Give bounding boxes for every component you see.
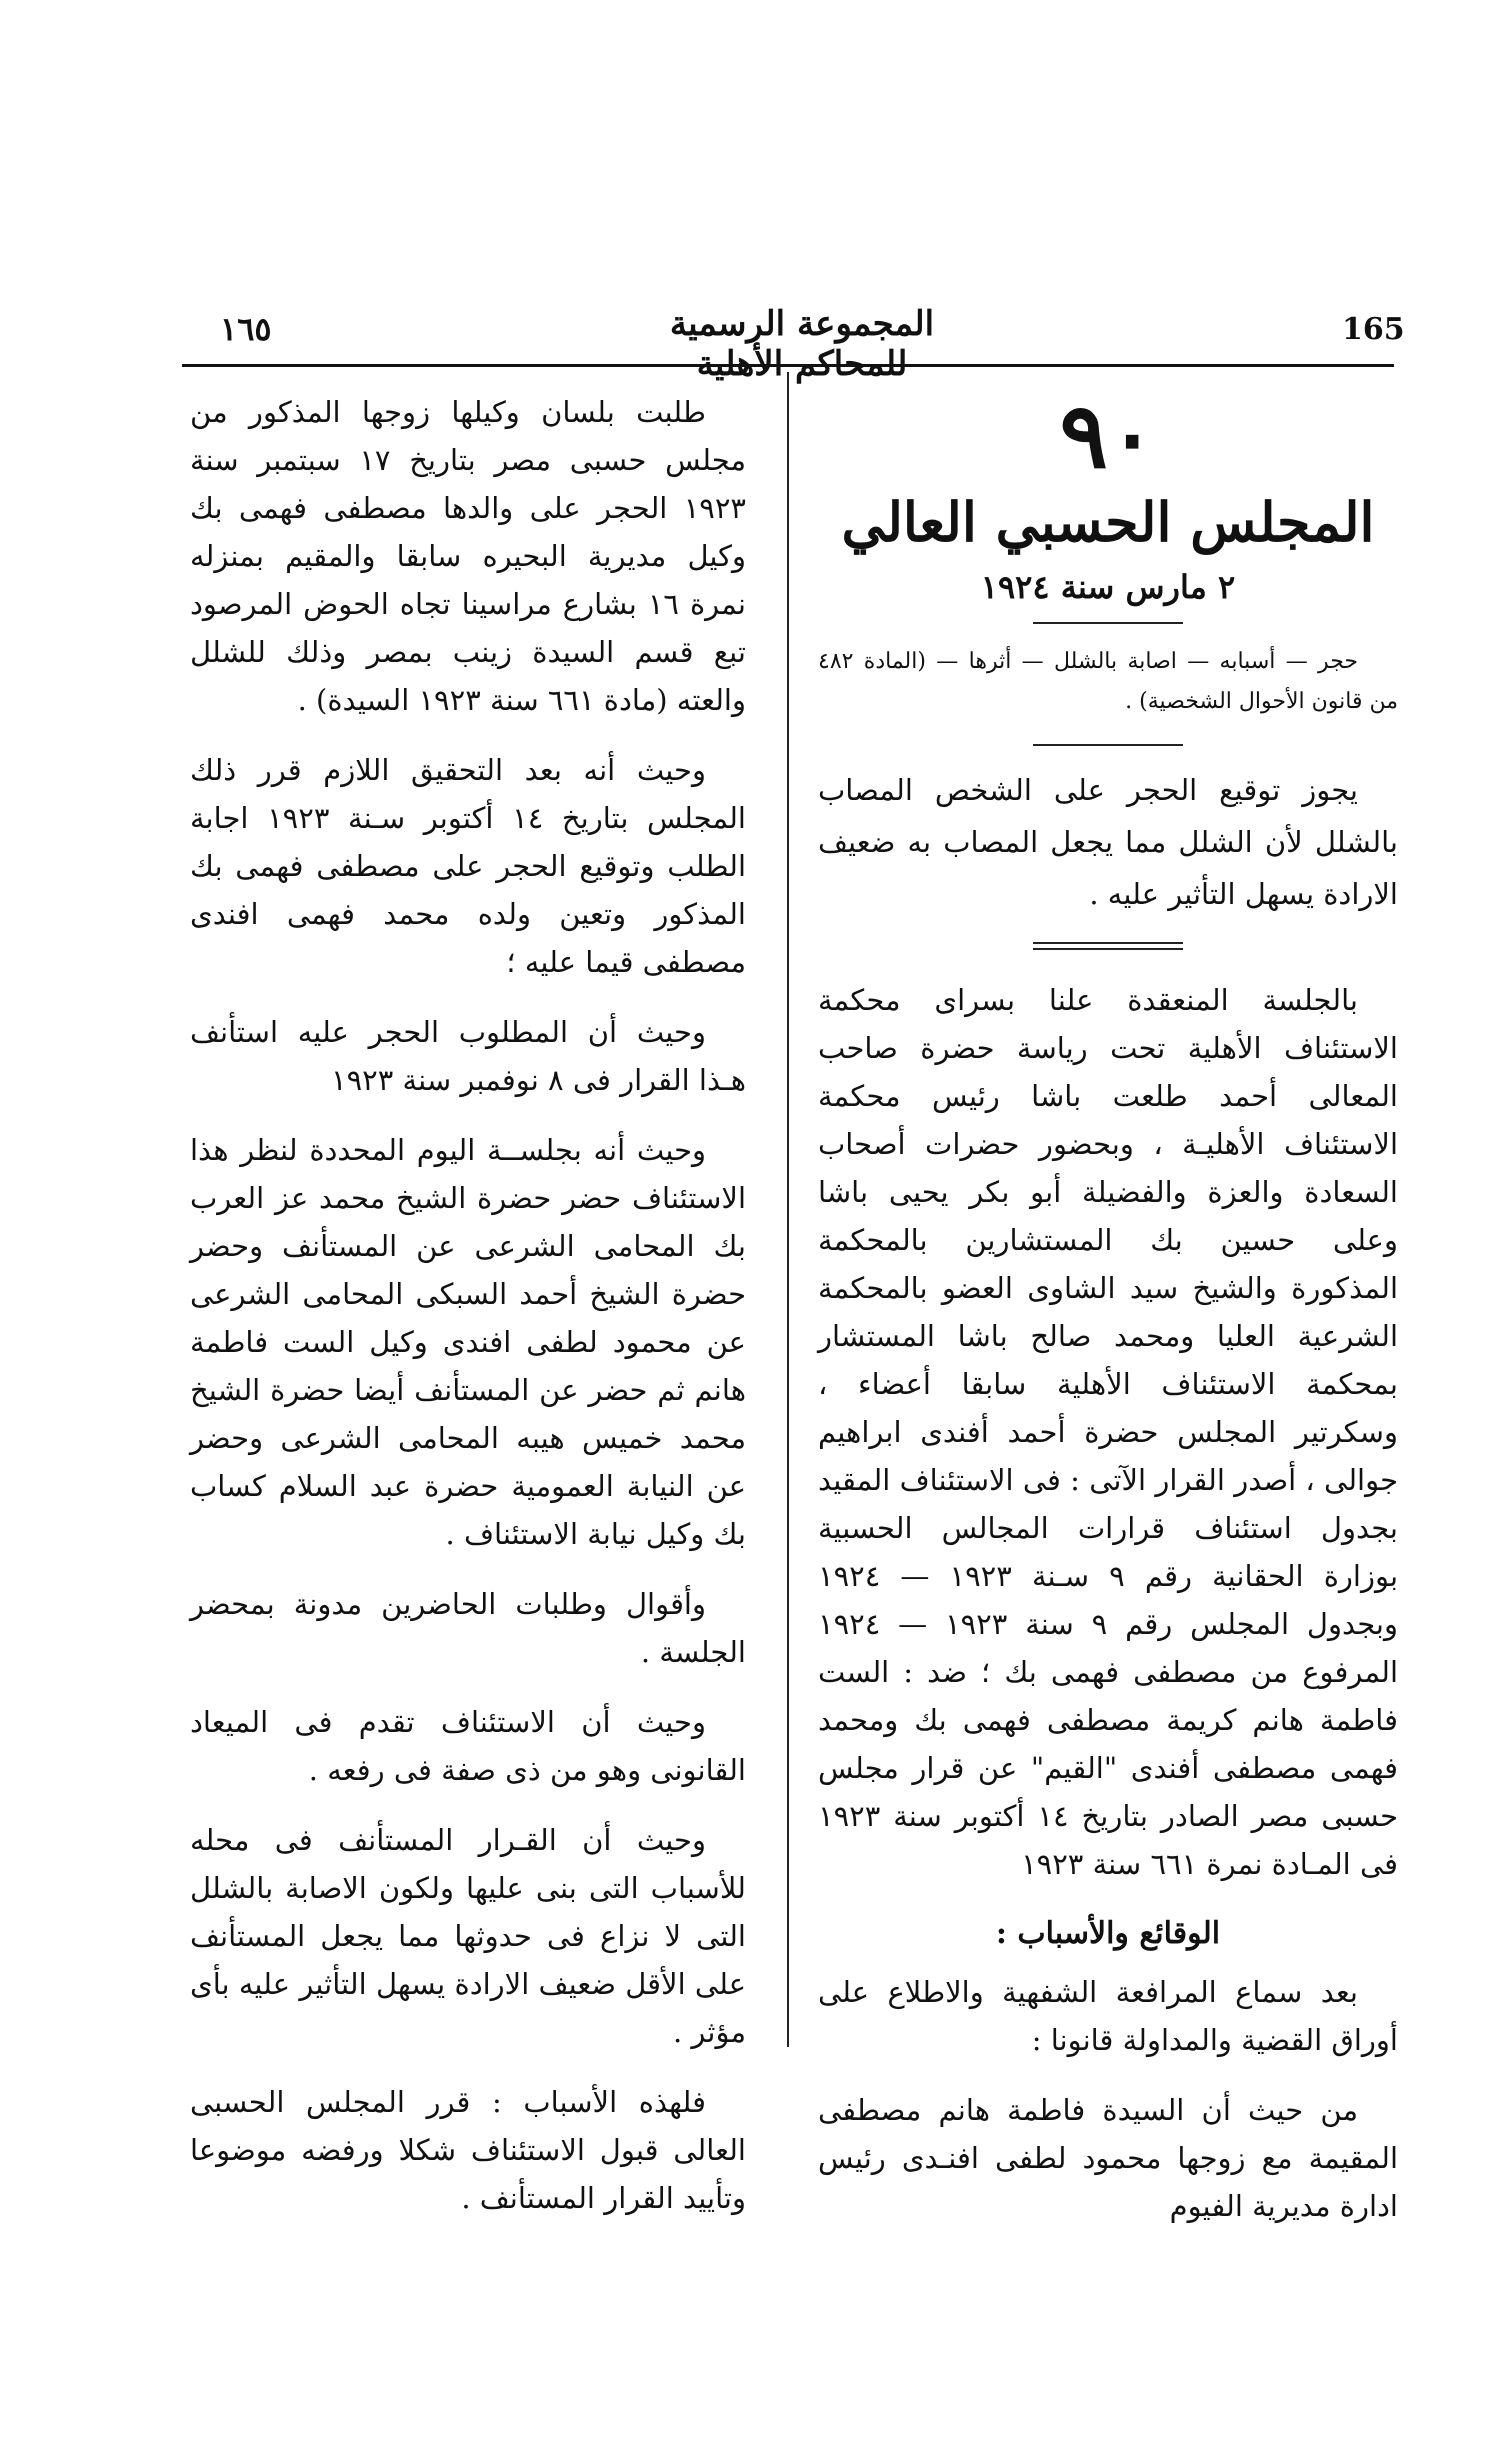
paragraph: وحيث أنه بعد التحقيق اللازم قرر ذلك المجلس بتاريخ ١٤ أكتوبر سـنة ١٩٢٣ اجابة الطلب وتوقيع الحجر على مصطفى فهمى بك المذكور وتعين ولده محمد فهمى افندى مصطفى قيما عليه ؛ bbox=[190, 753, 746, 979]
paragraph: بعد سماع المرافعة الشفهية والاطلاع على أوراق القضية والمداولة قانونا : bbox=[818, 1975, 1398, 2057]
case-date: ٢ مارس سنة ١٩٢٤ bbox=[980, 568, 1236, 606]
paragraph: طلبت بلسان وكيلها زوجها المذكور من مجلس حسبى مصر بتاريخ ١٧ سبتمبر سنة ١٩٢٣ الحجر على والدها مصطفى فهمى بك وكيل مديرية البحيره سابقا والمقيم بمنزله نمرة ١٦ بشارع مراسينا تجاه الحوض المرصود تبع قسم السيدة زينب بمصر وذلك للشلل والعته (مادة ٦٦١ سنة ١٩٢٣ السيدة) . bbox=[190, 395, 747, 717]
left-column bbox=[190, 388, 746, 2244]
case-keywords: حجر — أسبابه — اصابة بالشلل — أثرها — (المادة ٤٨٢ من قانون الأحوال الشخصية) . bbox=[818, 649, 1398, 714]
double-rule bbox=[1033, 942, 1183, 950]
case-number: ٩٠ bbox=[1059, 383, 1157, 489]
paragraph: وحيث أن الاستئناف تقدم فى الميعاد القانونى وهو من ذى صفة فى رفعه . bbox=[190, 1705, 746, 1787]
paragraph: فلهذه الأسباب : قرر المجلس الحسبى العالى قبول الاستئناف شكلا ورفضه موضوعا وتأييد القرار المستأنف . bbox=[190, 2085, 746, 2215]
court-name: المجلس الحسبي العالي bbox=[841, 490, 1375, 554]
paragraph: وحيث أن القـرار المستأنف فى محله للأسباب التى بنى عليها ولكون الاصابة بالشلل التى لا نزاع فى حدوثها مما يجعل المستأنف على الأقل ضعيف الارادة يسهل التأثير عليه بأى مؤثر . bbox=[190, 1823, 746, 2049]
running-title: المجموعة الرسمية للمحاكم الأهلية bbox=[669, 304, 935, 384]
paragraph: من حيث أن السيدة فاطمة هانم مصطفى المقيمة مع زوجها محمود لطفى افنـدى رئيس ادارة مديرية الفيوم bbox=[818, 2093, 1398, 2223]
header-rule bbox=[182, 364, 1394, 367]
page-number-arabic: ١٦٥ bbox=[220, 310, 272, 348]
paragraph: وأقوال وطلبات الحاضرين مدونة بمحضر الجلسة . bbox=[190, 1587, 746, 1669]
paragraph: بالجلسة المنعقدة علنا بسراى محكمة الاستئناف الأهلية تحت رياسة حضرة صاحب المعالى أحمد طلعت باشا رئيس محكمة الاستئناف الأهليـة ، وبحضور حضرات أصحاب السعادة والعزة والفضيلة أبو بكر يحيى باشا وعلى حسين بك المستشارين بالمحكمة المذكورة والشيخ سيد الشاوى العضو بالمحكمة الشرعية العليا ومحمد صالح باشا المستشار بمحكمة الاستئناف الأهلية سابقا أعضاء ، وسكرتير المجلس حضرة أحمد أفندى ابراهيم جوالى ، أصدر القرار الآتى : فى الاستئناف المقيد بجدول استئناف قرارات المجالس الحسبية بوزارة الحقانية رقم ٩ سـنة ١٩٢٣ — ١٩٢٤ وبجدول المجلس رقم ٩ سنة ١٩٢٣ — ١٩٢٤ المرفوع من مصطفى فهمى بك ؛ ضد : الست فاطمة هانم كريمة مصطفى فهمى بك ومحمد فهمى مصطفى أفندى "القيم" عن قرار مجلس حسبى مصر الصادر بتاريخ ١٤ أكتوبر سنة ١٩٢٣ فى المـادة نمرة ٦٦١ سنة ١٩٢٣ bbox=[818, 983, 1399, 1881]
section-rule bbox=[1033, 744, 1183, 746]
right-column bbox=[818, 383, 1399, 2252]
page-header bbox=[182, 300, 1405, 384]
paragraph: وحيث أن المطلوب الحجر عليه استأنف هـذا القرار فى ٨ نوفمبر سنة ١٩٢٣ bbox=[190, 1015, 746, 1097]
page-number-latin: 165 bbox=[1342, 312, 1405, 347]
section-rule bbox=[1033, 622, 1183, 624]
legal-principle: يجوز توقيع الحجر على الشخص المصاب بالشلل لأن الشلل مما يجعل المصاب به ضعيف الارادة يسهل التأثير عليه . bbox=[818, 773, 1398, 911]
facts-heading: الوقائع والأسباب : bbox=[995, 1916, 1221, 1951]
paragraph: وحيث أنه بجلســة اليوم المحددة لنظر هذا الاستئناف حضر حضرة الشيخ محمد عز العرب بك المحامى الشرعى عن المستأنف وحضر حضرة الشيخ أحمد السبكى المحامى الشرعى عن محمود لطفى افندى وكيل الست فاطمة هانم ثم حضر عن المستأنف أيضا حضرة الشيخ محمد خميس هيبه المحامى الشرعى وحضر عن النيابة العمومية حضرة عبد السلام كساب بك وكيل نيابة الاستئناف . bbox=[190, 1133, 746, 1551]
column-divider bbox=[787, 372, 789, 2047]
